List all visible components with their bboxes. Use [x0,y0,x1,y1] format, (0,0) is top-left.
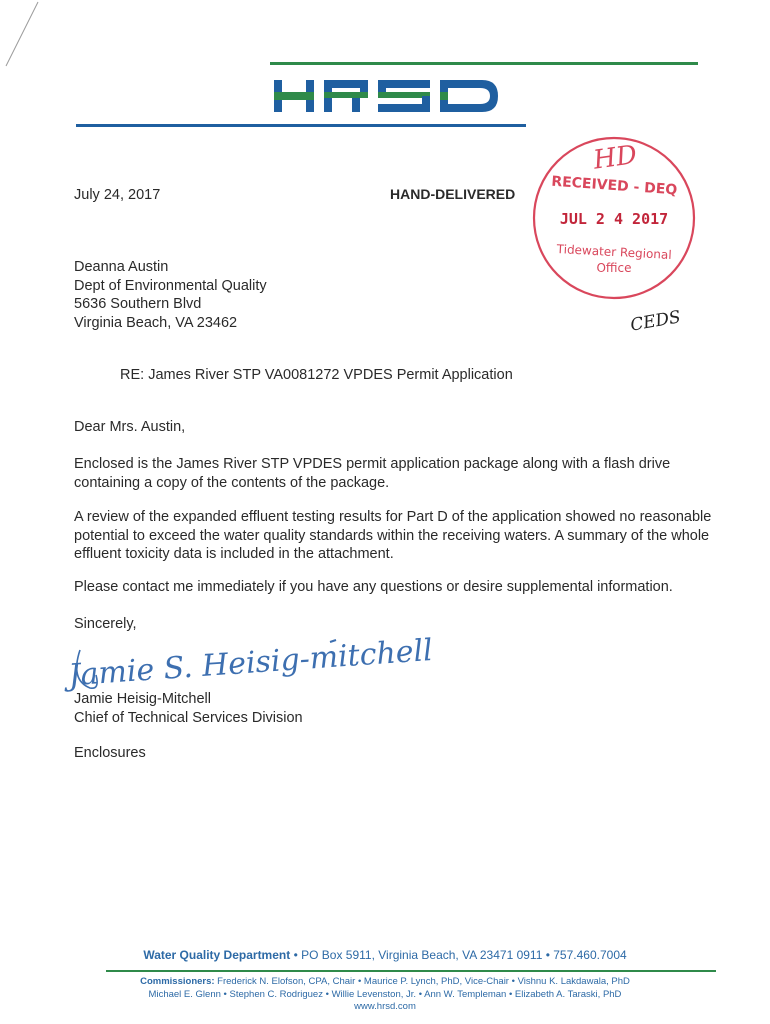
handwritten-signature [60,620,460,695]
letterhead-green-rule [270,62,698,65]
body-paragraph-3: Please contact me immediately if you have any questions or desire supplemental information. [74,579,673,595]
svg-text:HRSD: HRSD [272,76,275,77]
delivery-method: HAND-DELIVERED [390,186,516,202]
footer-dept-name: Water Quality Department [143,948,291,962]
salutation: Dear Mrs. Austin, [74,419,186,435]
footer-rule [106,970,716,972]
svg-text:CEDS: CEDS [628,307,683,336]
letter-date: July 24, 2017 [74,187,161,203]
signer-block [74,690,303,727]
svg-text:JUL 2 4 2017: JUL 2 4 2017 [559,210,669,228]
footer-department [0,948,770,962]
body-paragraph-1: Enclosed is the James River STP VPDES permit application package along with a flash drive containing a copy of the contents of the package. [74,456,671,491]
svg-text:HD: HD [591,139,639,176]
recipient-org: Dept of Environmental Quality [74,277,267,294]
letterhead-blue-rule [76,124,526,127]
footer-website: www.hrsd.com [354,1001,416,1012]
svg-text:RECEIVED - DEQ: RECEIVED - DEQ [550,173,678,199]
svg-text:Tidewater Regional: Tidewater Regional [556,242,673,263]
recipient-address [74,258,267,332]
recipient-street: 5636 Southern Blvd [74,296,202,312]
signer-name: Jamie Heisig-Mitchell [74,691,211,707]
svg-text:Jamie S. Heisig-mitchell: Jamie S. Heisig-mitchell [67,632,434,694]
closing: Sincerely, [74,616,137,632]
recipient-city: Virginia Beach, VA 23462 [74,314,238,331]
commissioners-label: Commissioners: [140,976,215,987]
signer-title: Chief of Technical Services Division [74,709,303,726]
commissioners-line-1: Frederick N. Elofson, CPA, Chair • Maurice P. Lynch, PhD, Vice-Chair • Vishnu K. Lakdawala, PhD [214,976,630,987]
enclosures-note: Enclosures [74,745,146,761]
body-paragraph-2: A review of the expanded effluent testing results for Part D of the application showed no reasonable potential to exceed the water quality standards within the receiving waters. A summary of the whole effluent toxicity data is included in the attachment. [74,509,712,562]
scan-edge-line [0,0,60,70]
commissioners-line-2: Michael E. Glenn • Stephen C. Rodriguez • Willie Levenston, Jr. • Ann W. Templeman • Elizabeth A. Taraski, PhD [148,988,622,1000]
handwritten-annotation [628,300,688,336]
recipient-name: Deanna Austin [74,259,169,275]
hrsd-logo [272,76,502,116]
received-stamp [528,132,700,304]
svg-text:Office: Office [596,261,632,275]
footer-commissioners [0,976,770,1014]
subject-line: RE: James River STP VA0081272 VPDES Permit Application [120,367,513,383]
footer-address: • PO Box 5911, Virginia Beach, VA 23471 0911 • 757.460.7004 [290,948,627,962]
